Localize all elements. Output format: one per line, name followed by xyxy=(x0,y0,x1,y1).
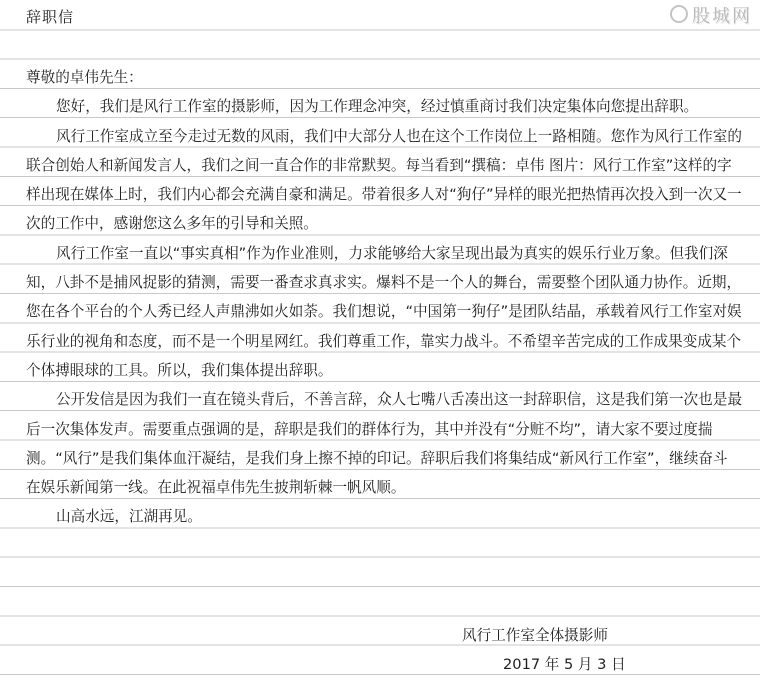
closing-line: 山高水远，江湖再见。 xyxy=(56,508,202,526)
letter-date: 2017 年 5 月 3 日 xyxy=(503,656,626,673)
paragraph-2: 风行工作室成立至今走过无数的风雨，我们中大部分人也在这个工作岗位上一路相随。您作为风行工作室的联合创始人和新闻发言人，我们之间一直合作的非常默契。每当看到“撰稿：卓伟 图片：风行工作室”这样的字样出现在媒体上时，我们内心都会充满自豪和满足。带着很多人对“狗仔”异样的眼光把热情再次投入到一次又一次的工作中，感谢您这么多年的引导和关照。 xyxy=(26,127,742,233)
paragraph-3: 风行工作室一直以“事实真相”作为作业准则，力求能够给大家呈现出最为真实的娱乐行业万象。但我们深知，八卦不是捕风捉影的猜测，需要一番查求真求实。爆料不是一个人的舞台，需要整个团队通力协作。近期，您在各个平台的个人秀已经人声鼎沸如火如荼。我们想说，“中国第一狗仔”是团队结晶，承载着风行工作室对娱乐行业的视角和态度，而不是一个明星网红。我们尊重工作，靠实力战斗。不希望辛苦完成的工作成果变成某个个体搏眼球的工具。所以，我们集体提出辞职。 xyxy=(26,244,742,379)
paragraph-1: 您好，我们是风行工作室的摄影师，因为工作理念冲突，经过慎重商讨我们决定集体向您提出辞职。 xyxy=(56,98,699,116)
paragraph-4: 公开发信是因为我们一直在镜头背后，不善言辞，众人七嘴八舌凑出这一封辞职信，这是我们第一次也是最后一次集体发声。需要重点强调的是，辞职是我们的群体行为，其中并没有“分赃不均”，请大家不要过度揣测。“风行”是我们集体血汗凝结，是我们身上擦不掉的印记。辞职后我们将集结成“新风行工作室”，继续奋斗在娱乐新闻第一线。在此祝福卓伟先生披荆斩棘一帆风顺。 xyxy=(26,391,742,497)
letter-title: 辞职信 xyxy=(26,8,75,26)
watermark-text: 股城网 xyxy=(692,6,752,27)
site-watermark xyxy=(670,2,752,28)
salutation: 尊敬的卓伟先生： xyxy=(26,69,143,86)
watermark-logo-icon xyxy=(670,5,688,23)
signature: 风行工作室全体摄影师 xyxy=(462,627,608,644)
letter-body xyxy=(26,63,742,532)
